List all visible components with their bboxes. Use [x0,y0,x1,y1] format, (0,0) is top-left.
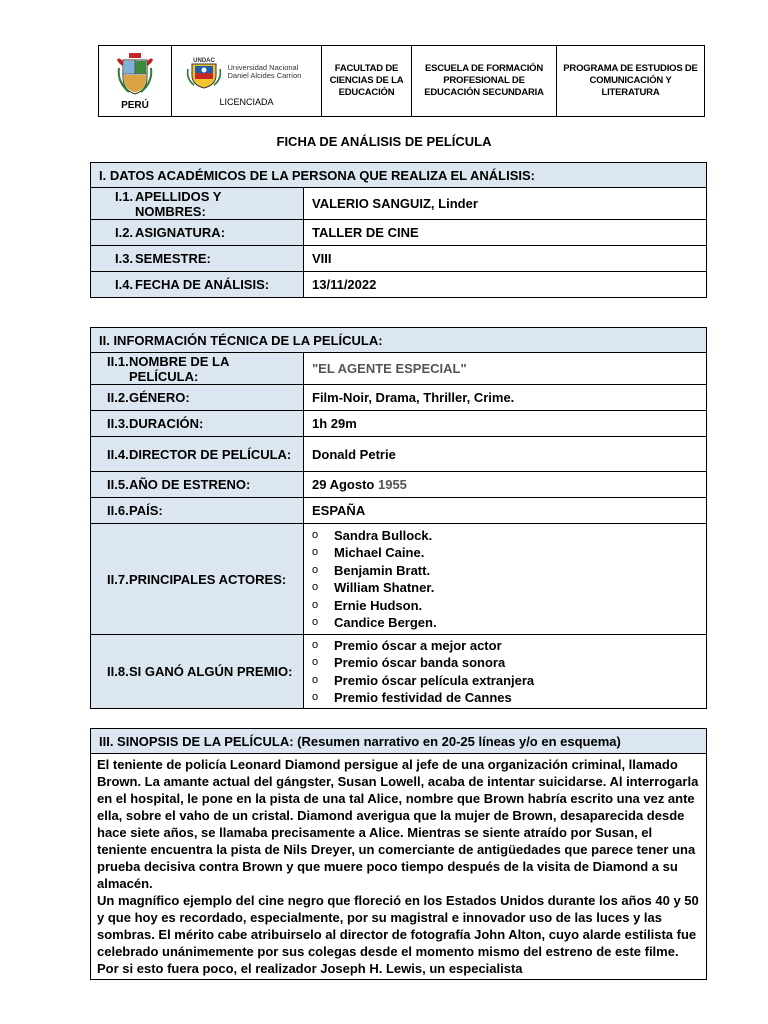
list-item: o Sandra Bullock. [312,527,433,543]
program-cell: PROGRAMA DE ESTUDIOS DE COMUNICACIÓN Y LITERATURA [563,63,698,98]
row-number: II.2. [107,390,129,405]
row-label: SI GANÓ ALGÚN PREMIO: [129,664,293,679]
awards-list [312,637,698,707]
list-item: o Premio óscar banda sonora [312,655,506,670]
table-row [91,437,707,472]
table-row [91,272,707,298]
row-number: II.1. [107,353,129,369]
university-cell [172,46,322,116]
row-number: I.4. [115,277,134,292]
table-row [91,524,707,635]
list-item: o Premio festividad de Cannes [312,690,512,705]
row-number: II.3. [107,416,129,431]
list-item: o William Shatner. [312,580,435,595]
technical-info-table [90,327,707,709]
row-number: I.3. [115,251,134,266]
peru-cell [99,46,172,116]
row-value: TALLER DE CINE [304,220,707,246]
table-row [91,498,707,524]
table-row [91,246,707,272]
list-item: o Michael Caine. [312,545,425,560]
svg-text:UNDAC: UNDAC [192,58,215,64]
licensed-label: LICENCIADA [219,97,274,107]
awards-list-cell [304,635,707,709]
row-number: I.1. [115,188,134,204]
row-value: 1h 29m [304,411,707,437]
row-label: SEMESTRE: [135,251,211,266]
table-row [91,385,707,411]
row-label: GÉNERO: [129,390,190,405]
table-row [91,220,707,246]
section2-heading: II. INFORMACIÓN TÉCNICA DE LA PELÍCULA: [91,328,707,353]
university-name: Universidad Nacional Daniel Alcides Carrion [227,63,302,80]
row-value: VALERIO SANGUIZ, Linder [304,188,707,220]
section3-heading: III. SINOPSIS DE LA PELÍCULA: (Resumen narrativo en 20-25 líneas y/o en esquema) [91,729,707,754]
document-header [98,45,705,117]
row-label: DURACIÓN: [129,416,204,431]
row-label: DIRECTOR DE PELÍCULA: [129,446,292,462]
release-date-value: 29 Agosto 1955 [304,472,707,498]
table-row [91,411,707,437]
section1-heading: I. DATOS ACADÉMICOS DE LA PERSONA QUE REALIZA EL ANÁLISIS: [91,163,707,188]
synopsis-row [91,754,707,980]
synopsis-table [90,728,707,980]
row-number: II.7. [107,571,129,587]
list-item: o Ernie Hudson. [312,597,423,613]
peru-label: PERÚ [121,99,149,111]
list-item: o Premio óscar a mejor actor [312,637,502,653]
row-label: FECHA DE ANÁLISIS: [135,277,270,292]
row-label: ASIGNATURA: [135,225,226,240]
document-title: FICHA DE ANÁLISIS DE PELÍCULA [276,134,492,149]
row-number: II.5. [107,477,129,492]
row-label: NOMBRE DE LA PELÍCULA: [129,353,229,384]
list-item: o Premio óscar película extranjera [312,672,535,688]
peru-coat-of-arms-icon [115,52,155,96]
row-value: 13/11/2022 [304,272,707,298]
row-number: II.4. [107,446,129,462]
list-item: o Benjamin Bratt. [312,562,431,578]
row-number: II.6. [107,503,129,518]
actors-list-cell [304,524,707,635]
row-label: APELLIDOS Y NOMBRES: [135,188,222,219]
row-value: VIII [304,246,707,272]
synopsis-paragraph: El teniente de policía Leonard Diamond persigue al jefe de una organización criminal, llamado Brown. La amante actual del gángster, Susan Lowell, acaba de intentar suicidarse. Al interrogarla en el hospital, le pone en la pista de una tal Alice, nombre que Brown habría escrito una vez ante ella, sobre el vaho de un cristal. Diamond averigua que la mujer de Brown, desaparecida desde hace siete años, se llamaba precisamente a Alice. Mientras se siente atraído por Susan, el teniente encuentra la pista de Nils Dreyer, un comerciante de antigüedades que parece tener una prueba decisiva contra Brown y que muere poco tiempo después de la visita de Diamond a su almacén. [97,757,699,891]
table-row [91,472,707,498]
row-number: II.8. [107,664,129,679]
faculty-cell: FACULTAD DE CIENCIAS DE LA EDUCACIÓN [322,46,412,116]
actors-list [312,527,698,632]
row-value: Film-Noir, Drama, Thriller, Crime. [304,385,707,411]
list-item: o Candice Bergen. [312,615,437,630]
row-label: AÑO DE ESTRENO: [129,477,251,492]
row-number: I.2. [115,225,134,240]
row-label: PRINCIPALES ACTORES: [129,571,287,587]
synopsis-paragraph: Un magnífico ejemplo del cine negro que floreció en los Estados Unidos durante los años 40 y 50 y que hoy es recordado, especialmente, por su magistral e innovador uso de las luces y las sombras. El mérito cabe atribuirselo al director de fotografía John Alton, cuyo alarde estilista fue celebrado unánimemente por sus colegas desde el momento mismo del estreno de este filme. Por si esto fuera poco, el realizador Joseph H. Lewis, un especialista [97,893,699,976]
table-row [91,188,707,220]
row-value: Donald Petrie [304,437,707,472]
row-label: PAÍS: [129,503,163,518]
table-row [91,635,707,709]
academic-data-table [90,162,707,298]
table-row [91,353,707,385]
synopsis-text [91,754,707,980]
movie-title-value: "EL AGENTE ESPECIAL" [304,353,707,385]
school-cell: ESCUELA DE FORMACIÓN PROFESIONAL DE EDUCACIÓN SECUNDARIA [412,46,557,116]
undac-seal-icon [186,55,222,89]
row-value: ESPAÑA [304,498,707,524]
